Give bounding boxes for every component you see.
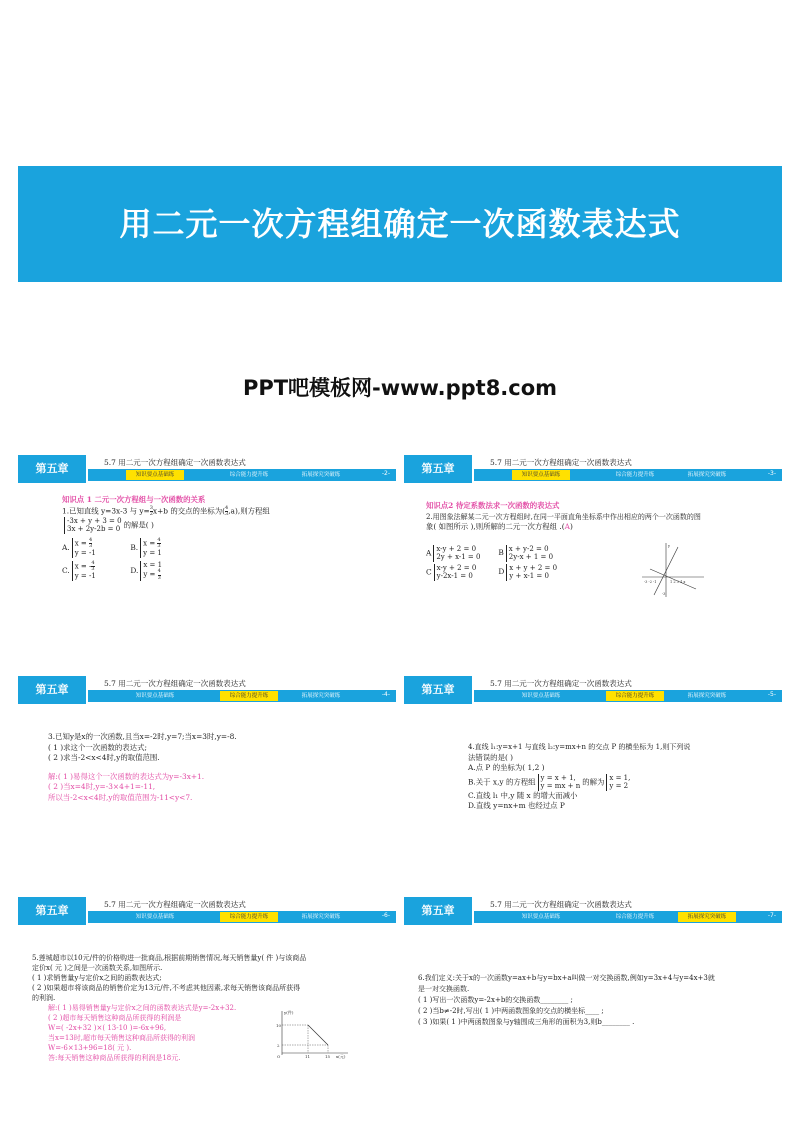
slide-header bbox=[404, 455, 782, 483]
tab-bar bbox=[474, 911, 782, 923]
x-tick-15: 15 bbox=[325, 1054, 331, 1059]
options-row-cd bbox=[426, 564, 774, 581]
tab-1[interactable]: 综合能力提升练 bbox=[615, 472, 655, 478]
slide-page-3 bbox=[404, 455, 782, 647]
question-5-line-1: 5.莲城超市以10元/件的价格购进一批商品,根据前期销售情况,每天销售量y( 件 )与该商品 bbox=[32, 954, 307, 962]
cover-title: 用二元一次方程组确定一次函数表达式 bbox=[119, 205, 681, 243]
page-number: -3- bbox=[767, 470, 776, 477]
answer-line-5: W=-6×13+96=18( 元 ). bbox=[48, 1044, 132, 1052]
question-1: 1.已知直线 y=3x-3 与 y= $\frac{3}{2}$ x+b 的交点的坐标为( $\frac{4}{3}$ ,a),则方程组 bbox=[62, 504, 270, 517]
tab-bar bbox=[474, 690, 782, 702]
lesson-title: 5.7 用二元一次方程组确定一次函数表达式 bbox=[490, 679, 632, 688]
tab-0[interactable]: 知识要点基础练 bbox=[521, 914, 561, 920]
option-c[interactable]: C.直线 l₁ 中,y 随 x 的增大而减小 bbox=[468, 790, 578, 800]
lesson-title: 5.7 用二元一次方程组确定一次函数表达式 bbox=[490, 458, 632, 467]
lesson-title: 5.7 用二元一次方程组确定一次函数表达式 bbox=[104, 900, 246, 909]
chapter-badge: 第五章 bbox=[18, 897, 86, 925]
tab-0[interactable]: 知识要点基础练 bbox=[126, 470, 184, 480]
axis-tick: y bbox=[668, 544, 670, 548]
graph-line-2 bbox=[650, 569, 696, 589]
answer-line-4: 当x=13时,超市每天销售这种商品所获得的利润 bbox=[48, 1034, 195, 1042]
axis-tick: 1 2 3 4 x bbox=[670, 580, 686, 584]
tab-0[interactable]: 知识要点基础练 bbox=[512, 470, 570, 480]
option-a[interactable]: A x-y + 2 = 0 2y + x-1 = 0 bbox=[426, 544, 481, 561]
x-axis-label: x(元) bbox=[336, 1054, 346, 1059]
page-number: -2- bbox=[381, 470, 390, 477]
question-3-line-2: ( 1 )求这个一次函数的表达式; bbox=[48, 742, 147, 752]
tab-bar bbox=[88, 469, 396, 481]
question-4-line-1: 4.直线 l₁:y=x+1 与直线 l₂:y=mx+n 的交点 P 的横坐标为 1,则下列说 bbox=[468, 743, 691, 751]
option-d[interactable]: D x + y + 2 = 0 y + x-1 = 0 bbox=[498, 563, 558, 580]
option-a[interactable]: A.点 P 的坐标为( 1,2 ) bbox=[468, 763, 545, 772]
tab-1[interactable]: 综合能力提升练 bbox=[606, 691, 664, 701]
lesson-title: 5.7 用二元一次方程组确定一次函数表达式 bbox=[490, 900, 632, 909]
slide-header bbox=[18, 897, 396, 925]
options-row-ab bbox=[426, 545, 774, 562]
answer-line-1: 解:( 1 )易得销售量y与定价x之间的函数表达式是y=-2x+32. bbox=[48, 1004, 237, 1012]
question-6-line-3: ( 1 )写出一次函数y=-2x+b的交换函数________ ; bbox=[418, 996, 573, 1004]
tab-1[interactable]: 综合能力提升练 bbox=[220, 691, 278, 701]
tab-2[interactable]: 拓展探究突破练 bbox=[301, 472, 341, 478]
tab-0[interactable]: 知识要点基础练 bbox=[135, 914, 175, 920]
answer-line-2: ( 2 )超市每天销售这种商品所获得的利润是 bbox=[48, 1014, 182, 1022]
tab-2[interactable]: 拓展探究突破练 bbox=[301, 693, 341, 699]
tab-1[interactable]: 综合能力提升练 bbox=[615, 914, 655, 920]
axis-tick: -3 bbox=[662, 592, 666, 596]
tab-2[interactable]: 拓展探究突破练 bbox=[687, 472, 727, 478]
slide-header bbox=[404, 676, 782, 704]
knowledge-point-title: 知识点2 待定系数法求一次函数的表达式 bbox=[426, 501, 560, 510]
site-watermark: PPT吧模板网-www.ppt8.com bbox=[242, 376, 558, 400]
options-row-ab bbox=[62, 538, 388, 558]
question-5-line-5: 的利润. bbox=[32, 994, 56, 1002]
lesson-title: 5.7 用二元一次方程组确定一次函数表达式 bbox=[104, 458, 246, 467]
question-6-line-5: ( 3 )如果( 1 )中两函数图象与y轴围成三角形的面积为3,则b________ . bbox=[418, 1018, 635, 1026]
option-c[interactable]: C. x = - $\frac{4}{3}$ y = -1 bbox=[62, 559, 96, 581]
answer-line-1: 解:( 1 )易得这个一次函数的表达式为y=-3x+1. bbox=[48, 771, 205, 781]
slide-header bbox=[18, 676, 396, 704]
axis-tick: -3 -2 -1 bbox=[644, 580, 657, 584]
option-b[interactable]: B.关于 x,y 的方程组 y = x + 1, y = mx + n 的解为 x = 1, y = 2 bbox=[468, 773, 631, 790]
options-row-cd bbox=[62, 561, 388, 581]
tab-1[interactable]: 综合能力提升练 bbox=[229, 472, 269, 478]
option-c[interactable]: C x-y + 2 = 0 y-2x-1 = 0 bbox=[426, 563, 477, 580]
equation-system: -3x + y + 3 = 0 3x + 2y-2b = 0 的解是( ) bbox=[62, 517, 388, 534]
chapter-badge: 第五章 bbox=[18, 455, 86, 483]
question-2-line-1: 2.用图象法解某二元一次方程组时,在同一平面直角坐标系中作出相应的两个一次函数的图 bbox=[426, 512, 701, 521]
slide-page-7 bbox=[404, 897, 782, 1089]
tab-bar bbox=[88, 911, 396, 923]
tab-2[interactable]: 拓展探究突破练 bbox=[687, 693, 727, 699]
page-number: -5- bbox=[767, 691, 776, 698]
page-number: -7- bbox=[767, 912, 776, 919]
answer-mark: A bbox=[564, 522, 570, 531]
tab-0[interactable]: 知识要点基础练 bbox=[521, 693, 561, 699]
chapter-badge: 第五章 bbox=[404, 676, 472, 704]
question-2-line-2: 象( 如图所示 ),则所解的二元一次方程组 .(A) bbox=[426, 522, 573, 531]
question-6-line-4: ( 2 )当b≠-2时,写出( 1 )中两函数图象的交点的横坐标____ ; bbox=[418, 1007, 604, 1015]
title-banner bbox=[18, 166, 782, 282]
question-5-line-2: 定价x( 元 )之间是一次函数关系,如图所示. bbox=[32, 964, 163, 972]
question-3-line-3: ( 2 )求当-2<x<4时,y的取值范围. bbox=[48, 753, 160, 762]
slide-page-6 bbox=[18, 897, 396, 1089]
tab-1[interactable]: 综合能力提升练 bbox=[220, 912, 278, 922]
answer-line-6: 答:每天销售这种商品所获得的利润是18元. bbox=[48, 1054, 181, 1062]
tab-2[interactable]: 拓展探究突破练 bbox=[678, 912, 736, 922]
question-4-line-2: 法错误的是( ) bbox=[468, 752, 514, 762]
slide-header bbox=[404, 897, 782, 925]
chapter-badge: 第五章 bbox=[18, 676, 86, 704]
y-axis-label: y(件) bbox=[284, 1010, 294, 1015]
chapter-badge: 第五章 bbox=[404, 897, 472, 925]
question-5-line-3: ( 1 )求销售量y与定价x之间的函数表达式; bbox=[32, 974, 162, 982]
lesson-title: 5.7 用二元一次方程组确定一次函数表达式 bbox=[104, 679, 246, 688]
slide-header bbox=[18, 455, 396, 483]
chapter-badge: 第五章 bbox=[404, 455, 472, 483]
answer-line-2: ( 2 )当x=4时,y=-3×4+1=-11, bbox=[48, 782, 156, 791]
slide-page-2 bbox=[18, 455, 396, 647]
tab-0[interactable]: 知识要点基础练 bbox=[135, 693, 175, 699]
y-tick-2: 2 bbox=[277, 1043, 280, 1048]
option-b[interactable]: B x + y-2 = 0 2y-x + 1 = 0 bbox=[498, 544, 554, 561]
tab-2[interactable]: 拓展探究突破练 bbox=[301, 914, 341, 920]
slide-page-4 bbox=[18, 676, 396, 868]
answer-line-3: W=( -2x+32 )×( 13-10 )=-6x+96, bbox=[48, 1024, 167, 1032]
question-5-line-4: ( 2 )如果超市将该商品的销售价定为13元/件,不考虑其他因素,求每天销售该商品所获得 bbox=[32, 984, 301, 992]
sales-graph bbox=[276, 1007, 352, 1059]
x-tick-11: 11 bbox=[305, 1054, 311, 1059]
tab-bar bbox=[474, 469, 782, 481]
sales-line bbox=[308, 1025, 328, 1045]
question-3-line-1: 3.已知y是x的一次函数,且当x=-2时,y=7;当x=3时,y=-8. bbox=[48, 732, 237, 741]
option-d[interactable]: D.直线 y=nx+m 也经过点 P bbox=[468, 801, 565, 810]
question-6-line-1: 6.我们定义:关于x的一次函数y=ax+b与y=bx+a叫做一对交换函数,例如y=3x+4与y=4x+3就 bbox=[418, 974, 715, 982]
answer-line-3: 所以当-2<x<4时,y的取值范围为-11<y<7. bbox=[48, 792, 193, 802]
slide-page-5 bbox=[404, 676, 782, 868]
origin-label: O bbox=[277, 1054, 281, 1059]
question-6-line-2: 是一对交换函数. bbox=[418, 985, 470, 993]
page-number: -6- bbox=[381, 912, 390, 919]
coordinate-graph bbox=[640, 541, 706, 599]
y-tick-10: 10 bbox=[276, 1023, 282, 1028]
knowledge-point-title: 知识点 1 二元一次方程组与一次函数的关系 bbox=[62, 495, 206, 504]
option-b[interactable]: B. x = $\frac{4}{3}$ y = 1 bbox=[130, 536, 162, 558]
tab-bar bbox=[88, 690, 396, 702]
page-number: -4- bbox=[381, 691, 390, 698]
option-a[interactable]: A. x = $\frac{4}{3}$ y = -1 bbox=[62, 536, 96, 558]
option-d[interactable]: D.x = 1 y = $\frac{4}{3}$ bbox=[130, 560, 163, 581]
